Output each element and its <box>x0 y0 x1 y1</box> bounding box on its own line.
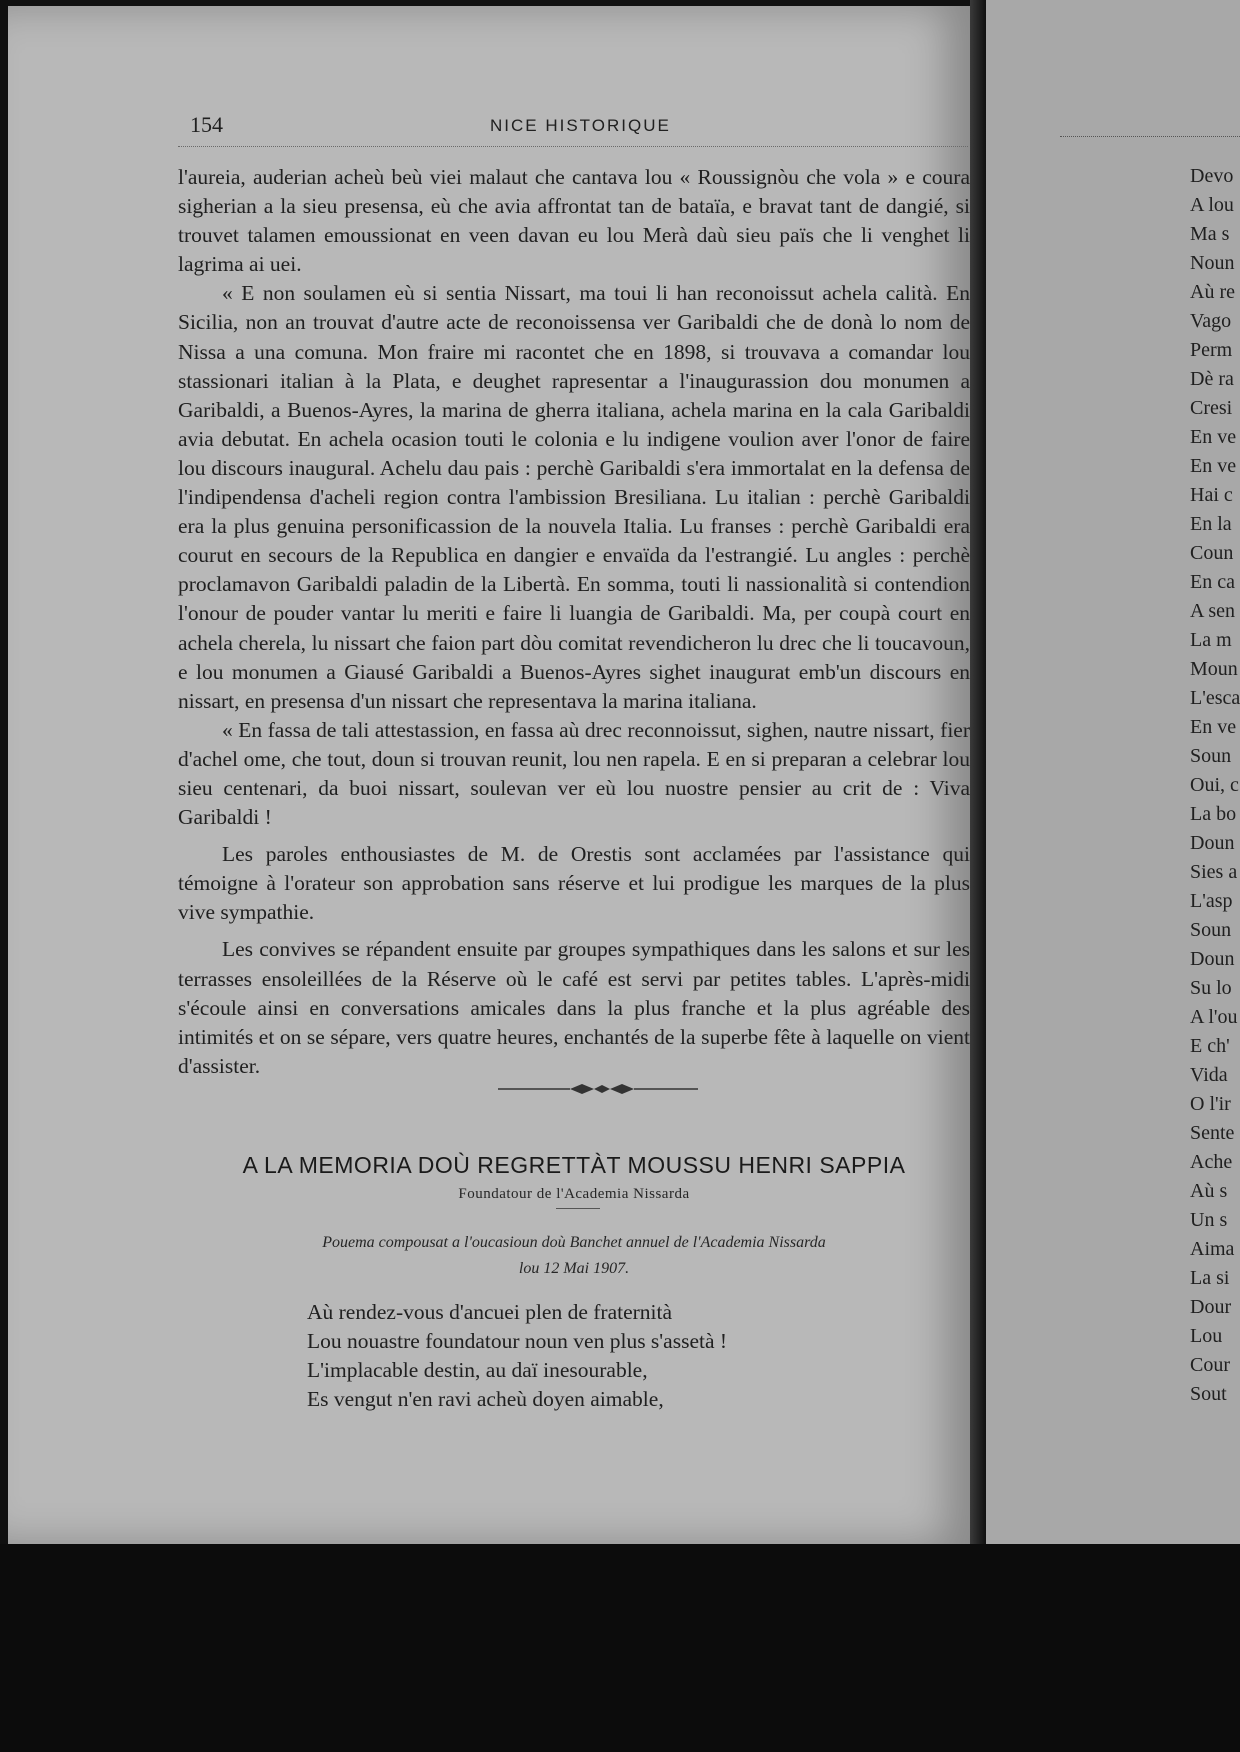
paragraph: Les paroles enthousiastes de M. de Orestis sont acclamées par l'assistance qui témoigne à l'orateur son approbation sans réserve et lui prodigue les marques de la plus vive sympathie. <box>178 842 970 925</box>
facing-page-line: O l'ir <box>1190 1093 1231 1115</box>
ornament-divider <box>498 1082 698 1096</box>
facing-page-line: Cresi <box>1190 397 1233 419</box>
facing-page-line: Sente <box>1190 1122 1235 1144</box>
paragraph: l'aureia, auderian acheù beù viei malaut che cantava lou « Roussignòu che vola » e coura sigherian a la sieu presensa, eù che avia affrontat tan de bataïa, e bravat tant de dangié, si trouvet talamen emoussionat en veen davan eu lou Merà daù sieu païs che li venghet li lagrima ai uei. <box>178 165 970 277</box>
poem-verses <box>307 1298 907 1414</box>
poem-title: A LA MEMORIA DOÙ REGRETTÀT MOUSSU HENRI SAPPIA <box>242 1152 906 1178</box>
facing-page-line: Devo <box>1190 165 1234 187</box>
facing-page-text <box>1190 162 1240 1409</box>
facing-page-line: La bo <box>1190 803 1237 825</box>
poem-line: Es vengut n'en ravi acheù doyen aimable, <box>307 1387 664 1411</box>
facing-page-line: Soun <box>1190 919 1232 941</box>
paragraph: Les convives se répandent ensuite par groupes sympathiques dans les salons et sur les terrasses ensoleillées de la Réserve où le café est servi par petites tables. L'après-midi s'écoule ainsi en conversations amicales dans la plus franche et la plus agréable des intimités et on se sépare, vers quatre heures, enchantés de la superbe fête à laquelle on vient d'assister. <box>178 937 970 1078</box>
facing-page-line: Aù s <box>1190 1180 1228 1202</box>
facing-page-line: Cour <box>1190 1354 1230 1376</box>
dedication-date: lou 12 Mai 1907. <box>518 1260 630 1277</box>
facing-page-line: Coun <box>1190 542 1234 564</box>
poem-subtitle: Foundatour de l'Academia Nissarda <box>458 1186 690 1202</box>
facing-page-line: Ache <box>1190 1151 1233 1173</box>
facing-page-line: Dour <box>1190 1296 1232 1318</box>
poem-line: Aù rendez-vous d'ancuei plen de fraternità <box>307 1300 673 1324</box>
facing-page-line: Oui, c <box>1190 774 1239 796</box>
facing-page-line: Lou <box>1190 1325 1223 1347</box>
facing-page-line: Aima <box>1190 1238 1235 1260</box>
facing-page-line: Vida <box>1190 1064 1228 1086</box>
facing-page-line: Sies a <box>1190 861 1238 883</box>
facing-page-line: Su lo <box>1190 977 1232 999</box>
facing-page-line: La si <box>1190 1267 1230 1289</box>
facing-page-rule <box>1060 136 1240 137</box>
facing-page-line: Dè ra <box>1190 368 1234 390</box>
poem-line: Lou nouastre foundatour noun ven plus s'assetà ! <box>307 1329 728 1353</box>
facing-page-line: Soun <box>1190 745 1232 767</box>
subtitle-rule <box>556 1208 600 1209</box>
facing-page-line: Aù re <box>1190 281 1235 303</box>
running-head: NICE HISTORIQUE <box>490 116 671 135</box>
facing-page-line: L'asp <box>1190 890 1233 912</box>
facing-page-line: A lou <box>1190 194 1234 216</box>
facing-page-line: En ve <box>1190 426 1237 448</box>
facing-page-line: Doun <box>1190 832 1235 854</box>
facing-page-line: Doun <box>1190 948 1235 970</box>
facing-page-line: Sout <box>1190 1383 1227 1405</box>
facing-page-line: Vago <box>1190 310 1232 332</box>
poem-line: L'implacable destin, au daï inesourable, <box>307 1358 648 1382</box>
paragraph: « E non soulamen eù si sentia Nissart, ma toui li han reconoissut achela calità. En Sicilia, non an trouvat d'autre acte de reconoissensa ver Garibaldi che de donà lo nom de Nissa a una comuna. Mon fraire mi racontet che en 1898, si trouvava a comandar lou stassionari italian à la Plata, e deughet rapresentar a l'inaugurassion dou monumen a Garibaldi, a Buenos-Ayres, la marina de gherra italiana, achela marina en la cala Garibaldi avia debutat. En achela ocasion touti le colonia e lu indigene voulion aver l'onor de faire lou discours inaugural. Achelu dau pais : perchè Garibaldi s'era immortalat en la defensa de l'indipendensa d'acheli region contra l'ambission Bresiliana. Lu italian : perchè Garibaldi era la plus genuina personificassion de la nouvela Italia. Lu franses : perchè Garibaldi era courut en secours de la Republica en dangier e envaïda da l'estrangié. Lu angles : perchè proclamavon Garibaldi paladin de la Libertà. En somma, touti li nassionalità si contendion l'onour de pouder vantar lu meriti e faire li luangia de Garibaldi. Ma, per coupà court en achela cherela, lu nissart che faion part dòu comitat revendicheron lu drec che li toucavoun, e lou monumen a Giausé Garibaldi a Buenos-Ayres sighet inaugurat emb'un discours en nissart, en presensa d'un nissart che representava la marina italiana. <box>178 281 970 713</box>
facing-page-line: E ch' <box>1190 1035 1230 1057</box>
poem-dedication <box>178 1230 970 1282</box>
page-header <box>190 112 970 142</box>
facing-page-line: En ve <box>1190 455 1237 477</box>
page-number: 154 <box>190 112 223 137</box>
facing-page-line: Noun <box>1190 252 1235 274</box>
facing-page-line: La m <box>1190 629 1232 651</box>
facing-page-line: En la <box>1190 513 1232 535</box>
facing-page-line: Ma s <box>1190 223 1230 245</box>
facing-page-line: A l'ou <box>1190 1006 1238 1028</box>
paragraph: « En fassa de tali attestassion, en fassa aù drec reconnoissut, sighen, nautre nissart, fier d'achel ome, che tout, doun si trouvan reunit, lou nen rapela. E en si preparan a celebrar lou sieu centenari, da buoi nissart, soulevan ver eù lou nuostre pensier au crit de : Viva Garibaldi ! <box>178 717 970 830</box>
facing-page-line: Un s <box>1190 1209 1228 1231</box>
dedication-line: Pouema compousat a l'oucasioun doù Banchet annuel de l'Academia Nissarda <box>322 1234 826 1251</box>
facing-page-line: Perm <box>1190 339 1233 361</box>
body-text <box>178 163 970 1081</box>
book-spine <box>970 0 986 1544</box>
facing-page-line: Hai c <box>1190 484 1233 506</box>
facing-page-line: L'esca <box>1190 687 1240 709</box>
header-rule <box>178 146 968 147</box>
scan-background <box>0 1544 1240 1752</box>
facing-page-line: En ve <box>1190 716 1237 738</box>
facing-page-line: Moun <box>1190 658 1238 680</box>
facing-page-line: En ca <box>1190 571 1235 593</box>
facing-page-line: A sen <box>1190 600 1235 622</box>
